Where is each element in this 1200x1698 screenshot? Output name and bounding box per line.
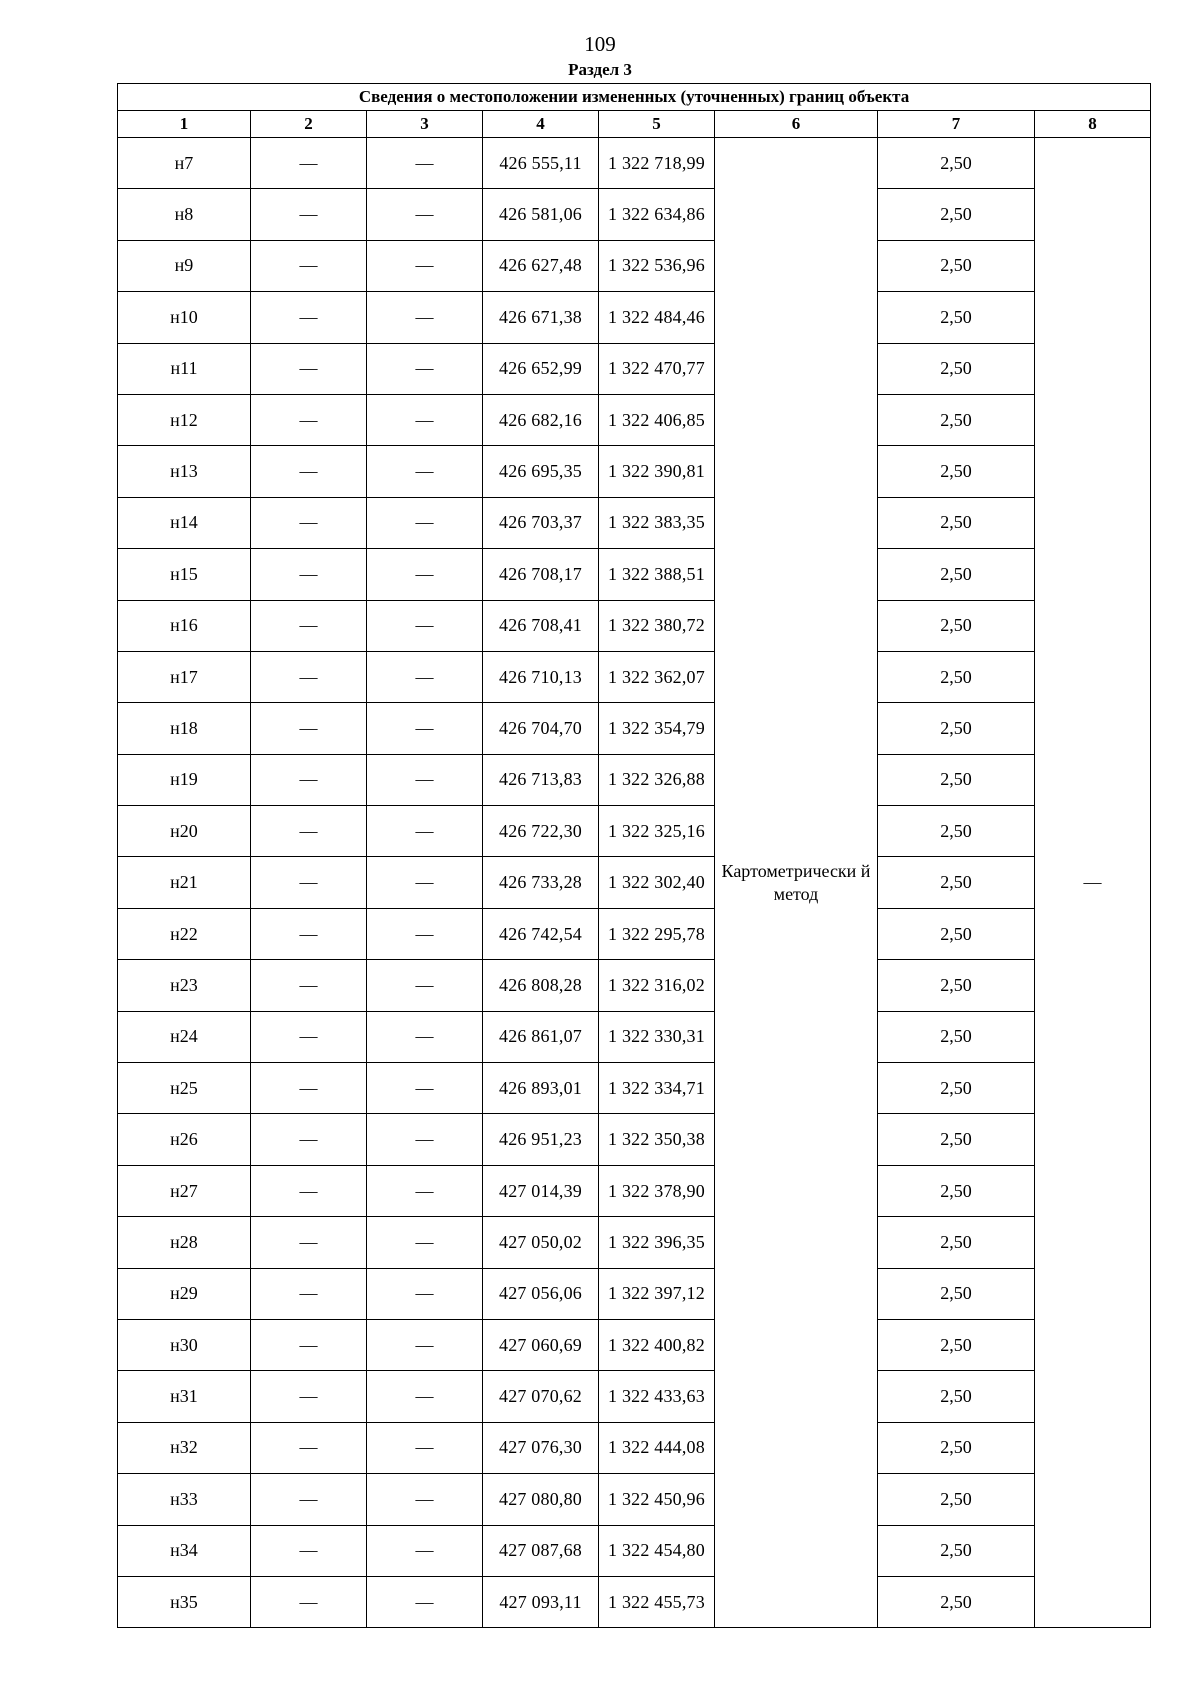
point-cell: н12	[118, 394, 251, 445]
y-coordinate-cell: 1 322 325,16	[599, 806, 715, 857]
x-coordinate-cell: 427 093,11	[483, 1576, 599, 1627]
boundaries-table	[117, 83, 1151, 1628]
column2-cell: —	[251, 292, 367, 343]
x-coordinate-cell: 426 555,11	[483, 138, 599, 189]
column-numbers-row	[118, 111, 1151, 138]
column-number: 2	[251, 111, 367, 138]
y-coordinate-cell: 1 322 484,46	[599, 292, 715, 343]
point-cell: н32	[118, 1422, 251, 1473]
table-row	[118, 292, 1151, 343]
x-coordinate-cell: 426 627,48	[483, 240, 599, 291]
column2-cell: —	[251, 1422, 367, 1473]
x-coordinate-cell: 426 710,13	[483, 651, 599, 702]
column3-cell: —	[367, 1114, 483, 1165]
method-cell: Картометрически й метод	[715, 138, 878, 1628]
y-coordinate-cell: 1 322 536,96	[599, 240, 715, 291]
accuracy-cell: 2,50	[878, 1165, 1035, 1216]
point-cell: н27	[118, 1165, 251, 1216]
table-row	[118, 446, 1151, 497]
table-row	[118, 1165, 1151, 1216]
x-coordinate-cell: 427 087,68	[483, 1525, 599, 1576]
table-row	[118, 1319, 1151, 1370]
point-cell: н33	[118, 1474, 251, 1525]
column3-cell: —	[367, 1319, 483, 1370]
column3-cell: —	[367, 600, 483, 651]
table-row	[118, 189, 1151, 240]
column3-cell: —	[367, 1576, 483, 1627]
table-row	[118, 1576, 1151, 1627]
x-coordinate-cell: 426 682,16	[483, 394, 599, 445]
x-coordinate-cell: 426 671,38	[483, 292, 599, 343]
table-row	[118, 600, 1151, 651]
column3-cell: —	[367, 240, 483, 291]
accuracy-cell: 2,50	[878, 1268, 1035, 1319]
y-coordinate-cell: 1 322 316,02	[599, 960, 715, 1011]
x-coordinate-cell: 426 742,54	[483, 908, 599, 959]
accuracy-cell: 2,50	[878, 292, 1035, 343]
column2-cell: —	[251, 1217, 367, 1268]
y-coordinate-cell: 1 322 444,08	[599, 1422, 715, 1473]
column3-cell: —	[367, 908, 483, 959]
accuracy-cell: 2,50	[878, 1011, 1035, 1062]
column-number: 1	[118, 111, 251, 138]
column2-cell: —	[251, 1011, 367, 1062]
accuracy-cell: 2,50	[878, 703, 1035, 754]
column-number: 8	[1035, 111, 1151, 138]
accuracy-cell: 2,50	[878, 1422, 1035, 1473]
column2-cell: —	[251, 754, 367, 805]
x-coordinate-cell: 426 733,28	[483, 857, 599, 908]
x-coordinate-cell: 426 704,70	[483, 703, 599, 754]
column2-cell: —	[251, 960, 367, 1011]
column2-cell: —	[251, 189, 367, 240]
point-cell: н24	[118, 1011, 251, 1062]
column3-cell: —	[367, 754, 483, 805]
table-row	[118, 651, 1151, 702]
y-coordinate-cell: 1 322 378,90	[599, 1165, 715, 1216]
point-cell: н23	[118, 960, 251, 1011]
y-coordinate-cell: 1 322 454,80	[599, 1525, 715, 1576]
x-coordinate-cell: 427 014,39	[483, 1165, 599, 1216]
accuracy-cell: 2,50	[878, 1114, 1035, 1165]
x-coordinate-cell: 426 861,07	[483, 1011, 599, 1062]
y-coordinate-cell: 1 322 390,81	[599, 446, 715, 497]
point-cell: н18	[118, 703, 251, 754]
y-coordinate-cell: 1 322 326,88	[599, 754, 715, 805]
column2-cell: —	[251, 1114, 367, 1165]
y-coordinate-cell: 1 322 718,99	[599, 138, 715, 189]
column2-cell: —	[251, 857, 367, 908]
page-number: 109	[584, 32, 616, 56]
column3-cell: —	[367, 857, 483, 908]
accuracy-cell: 2,50	[878, 446, 1035, 497]
accuracy-cell: 2,50	[878, 1063, 1035, 1114]
point-cell: н34	[118, 1525, 251, 1576]
column3-cell: —	[367, 292, 483, 343]
x-coordinate-cell: 427 080,80	[483, 1474, 599, 1525]
column2-cell: —	[251, 446, 367, 497]
column2-cell: —	[251, 497, 367, 548]
column3-cell: —	[367, 1525, 483, 1576]
point-cell: н10	[118, 292, 251, 343]
x-coordinate-cell: 426 951,23	[483, 1114, 599, 1165]
column3-cell: —	[367, 343, 483, 394]
accuracy-cell: 2,50	[878, 651, 1035, 702]
accuracy-cell: 2,50	[878, 857, 1035, 908]
x-coordinate-cell: 426 708,17	[483, 549, 599, 600]
accuracy-cell: 2,50	[878, 343, 1035, 394]
accuracy-cell: 2,50	[878, 189, 1035, 240]
column2-cell: —	[251, 703, 367, 754]
column-number: 4	[483, 111, 599, 138]
point-cell: н11	[118, 343, 251, 394]
column-number: 6	[715, 111, 878, 138]
column2-cell: —	[251, 1165, 367, 1216]
x-coordinate-cell: 426 713,83	[483, 754, 599, 805]
y-coordinate-cell: 1 322 455,73	[599, 1576, 715, 1627]
y-coordinate-cell: 1 322 330,31	[599, 1011, 715, 1062]
point-cell: н25	[118, 1063, 251, 1114]
table-row	[118, 1011, 1151, 1062]
column3-cell: —	[367, 1422, 483, 1473]
column8-cell: —	[1035, 138, 1151, 1628]
x-coordinate-cell: 426 722,30	[483, 806, 599, 857]
column3-cell: —	[367, 703, 483, 754]
y-coordinate-cell: 1 322 433,63	[599, 1371, 715, 1422]
column3-cell: —	[367, 189, 483, 240]
table-row	[118, 240, 1151, 291]
column-number: 7	[878, 111, 1035, 138]
y-coordinate-cell: 1 322 354,79	[599, 703, 715, 754]
x-coordinate-cell: 427 060,69	[483, 1319, 599, 1370]
table-row	[118, 1525, 1151, 1576]
column2-cell: —	[251, 1319, 367, 1370]
table-row	[118, 703, 1151, 754]
point-cell: н21	[118, 857, 251, 908]
column3-cell: —	[367, 1217, 483, 1268]
point-cell: н35	[118, 1576, 251, 1627]
column3-cell: —	[367, 549, 483, 600]
y-coordinate-cell: 1 322 334,71	[599, 1063, 715, 1114]
accuracy-cell: 2,50	[878, 1576, 1035, 1627]
table-row	[118, 394, 1151, 445]
y-coordinate-cell: 1 322 383,35	[599, 497, 715, 548]
column2-cell: —	[251, 394, 367, 445]
point-cell: н19	[118, 754, 251, 805]
y-coordinate-cell: 1 322 302,40	[599, 857, 715, 908]
column3-cell: —	[367, 960, 483, 1011]
table-row	[118, 1114, 1151, 1165]
column3-cell: —	[367, 446, 483, 497]
column3-cell: —	[367, 138, 483, 189]
y-coordinate-cell: 1 322 406,85	[599, 394, 715, 445]
accuracy-cell: 2,50	[878, 1319, 1035, 1370]
column2-cell: —	[251, 1063, 367, 1114]
table-caption: Сведения о местоположении измененных (уточненных) границ объекта	[118, 84, 1151, 111]
point-cell: н31	[118, 1371, 251, 1422]
accuracy-cell: 2,50	[878, 806, 1035, 857]
column2-cell: —	[251, 908, 367, 959]
table-row	[118, 1063, 1151, 1114]
y-coordinate-cell: 1 322 388,51	[599, 549, 715, 600]
y-coordinate-cell: 1 322 380,72	[599, 600, 715, 651]
point-cell: н13	[118, 446, 251, 497]
accuracy-cell: 2,50	[878, 394, 1035, 445]
accuracy-cell: 2,50	[878, 1217, 1035, 1268]
y-coordinate-cell: 1 322 396,35	[599, 1217, 715, 1268]
column2-cell: —	[251, 1371, 367, 1422]
column2-cell: —	[251, 1576, 367, 1627]
table-row	[118, 960, 1151, 1011]
table-row	[118, 1474, 1151, 1525]
point-cell: н26	[118, 1114, 251, 1165]
accuracy-cell: 2,50	[878, 1371, 1035, 1422]
column2-cell: —	[251, 1268, 367, 1319]
point-cell: н22	[118, 908, 251, 959]
y-coordinate-cell: 1 322 295,78	[599, 908, 715, 959]
table-row	[118, 497, 1151, 548]
x-coordinate-cell: 426 652,99	[483, 343, 599, 394]
table-row	[118, 1268, 1151, 1319]
point-cell: н30	[118, 1319, 251, 1370]
accuracy-cell: 2,50	[878, 1525, 1035, 1576]
table-row	[118, 1371, 1151, 1422]
point-cell: н8	[118, 189, 251, 240]
y-coordinate-cell: 1 322 350,38	[599, 1114, 715, 1165]
column3-cell: —	[367, 1371, 483, 1422]
y-coordinate-cell: 1 322 450,96	[599, 1474, 715, 1525]
table-row	[118, 138, 1151, 189]
x-coordinate-cell: 426 581,06	[483, 189, 599, 240]
accuracy-cell: 2,50	[878, 497, 1035, 548]
column2-cell: —	[251, 806, 367, 857]
column2-cell: —	[251, 1525, 367, 1576]
point-cell: н15	[118, 549, 251, 600]
accuracy-cell: 2,50	[878, 960, 1035, 1011]
x-coordinate-cell: 427 070,62	[483, 1371, 599, 1422]
accuracy-cell: 2,50	[878, 240, 1035, 291]
accuracy-cell: 2,50	[878, 600, 1035, 651]
accuracy-cell: 2,50	[878, 908, 1035, 959]
y-coordinate-cell: 1 322 397,12	[599, 1268, 715, 1319]
table-row	[118, 1422, 1151, 1473]
column3-cell: —	[367, 1474, 483, 1525]
x-coordinate-cell: 426 695,35	[483, 446, 599, 497]
y-coordinate-cell: 1 322 470,77	[599, 343, 715, 394]
x-coordinate-cell: 427 050,02	[483, 1217, 599, 1268]
accuracy-cell: 2,50	[878, 754, 1035, 805]
column2-cell: —	[251, 343, 367, 394]
table-row	[118, 857, 1151, 908]
column3-cell: —	[367, 651, 483, 702]
column-number: 3	[367, 111, 483, 138]
point-cell: н17	[118, 651, 251, 702]
table-row	[118, 1217, 1151, 1268]
column3-cell: —	[367, 394, 483, 445]
point-cell: н9	[118, 240, 251, 291]
column2-cell: —	[251, 651, 367, 702]
x-coordinate-cell: 426 703,37	[483, 497, 599, 548]
column3-cell: —	[367, 1011, 483, 1062]
accuracy-cell: 2,50	[878, 1474, 1035, 1525]
table-row	[118, 806, 1151, 857]
column2-cell: —	[251, 1474, 367, 1525]
point-cell: н14	[118, 497, 251, 548]
section-title: Раздел 3	[568, 60, 632, 79]
point-cell: н29	[118, 1268, 251, 1319]
table-row	[118, 343, 1151, 394]
y-coordinate-cell: 1 322 400,82	[599, 1319, 715, 1370]
point-cell: н7	[118, 138, 251, 189]
y-coordinate-cell: 1 322 634,86	[599, 189, 715, 240]
accuracy-cell: 2,50	[878, 549, 1035, 600]
column3-cell: —	[367, 1268, 483, 1319]
point-cell: н16	[118, 600, 251, 651]
column3-cell: —	[367, 1063, 483, 1114]
y-coordinate-cell: 1 322 362,07	[599, 651, 715, 702]
column-number: 5	[599, 111, 715, 138]
x-coordinate-cell: 426 808,28	[483, 960, 599, 1011]
table-row	[118, 549, 1151, 600]
x-coordinate-cell: 427 076,30	[483, 1422, 599, 1473]
x-coordinate-cell: 427 056,06	[483, 1268, 599, 1319]
table-body	[118, 138, 1151, 1628]
column3-cell: —	[367, 497, 483, 548]
accuracy-cell: 2,50	[878, 138, 1035, 189]
column3-cell: —	[367, 1165, 483, 1216]
x-coordinate-cell: 426 708,41	[483, 600, 599, 651]
table-row	[118, 754, 1151, 805]
column2-cell: —	[251, 138, 367, 189]
column2-cell: —	[251, 240, 367, 291]
x-coordinate-cell: 426 893,01	[483, 1063, 599, 1114]
column2-cell: —	[251, 549, 367, 600]
point-cell: н28	[118, 1217, 251, 1268]
column2-cell: —	[251, 600, 367, 651]
point-cell: н20	[118, 806, 251, 857]
column3-cell: —	[367, 806, 483, 857]
table-row	[118, 908, 1151, 959]
